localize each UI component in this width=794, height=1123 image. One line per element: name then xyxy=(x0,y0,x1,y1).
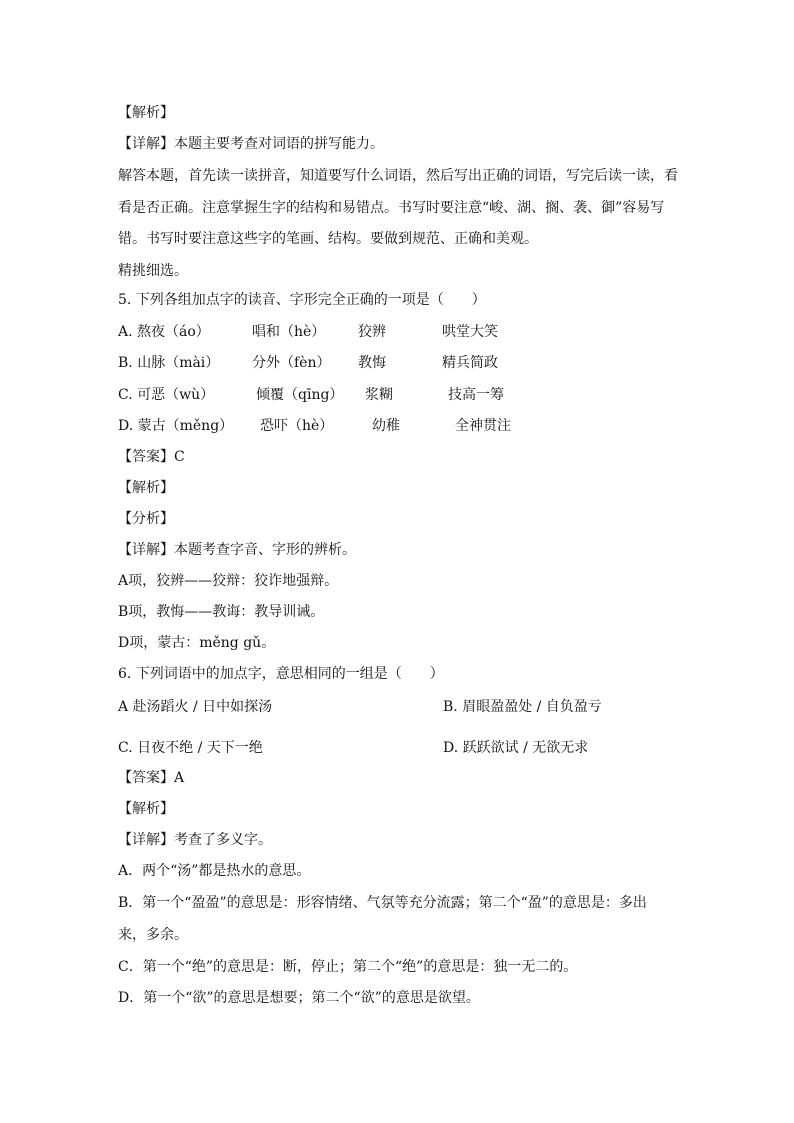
q5-answer: 【答案】C xyxy=(118,449,185,465)
section-heading-analysis: 【解析】 xyxy=(118,105,174,121)
detail-line: B．第一个“盈盈”的意思是：形容情绪、气氛等充分流露；第二个“盈”的意思是：多出 xyxy=(118,895,647,911)
detail-line: 【详解】本题考查字音、字形的辨析。 xyxy=(118,542,356,558)
question-6-title: 6. 下列词语中的加点字，意思相同的一组是（ ） xyxy=(118,666,444,682)
detail-line: 【详解】考查了多义字。 xyxy=(118,832,272,848)
document-page: 【解析】 【详解】本题主要考查对词语的拼写能力。 解答本题，首先读一读拼音，知道要写什么词语，然后写出正确的词语，写完后读一读，看 看是否正确。注意掌握生字的结构和易错点。书写时要注意“峻、湖、搁、袭、御”容易写 错。书写时要注意这些字的笔画、结构。要做到规范、正确和美观。 精挑细选。 5. 下列各组加点字的读音、字形完全正确的一项是（ ） A. 熬夜（áo） 唱和（hè） 狡辨 哄堂大笑 B. 山脉（mài） 分外（fèn） 教悔 精兵简政 C. 可恶（wù） 倾覆（qīng） 浆糊 技高一筹 D. 蒙古（měng） 恐吓（hè） 幼稚 全神贯注 【答案】C 【解析】 【分析】 【详解】本题考查字音、字形的辨析。 A项，狡辨——狡辩：狡诈地强辩。 B项，教悔——教诲：教导训诫。 D项，蒙古：měng gǔ。 6. 下列词语中的加点字，意思相同的一组是（ ） A 赴汤蹈火 / 日中如探汤 B. 眉眼盈盈处 / 自负盈亏 C. 日夜不绝 / 天下一绝 D. 跃跃欲试 / 无欲无求 【答案】A 【解析】 【详解】考查了多义字。 A．两个“汤”都是热水的意思。 B．第一个“盈盈”的意思是：形容情绪、气氛等充分流露；第二个“盈”的意思是：多出 来，多余。 C．第一个“绝”的意思是：断，停止；第二个“绝”的意思是：独一无二的。 D．第一个“欲”的意思是想要；第二个“欲”的意思是欲望。 xyxy=(118,105,678,1006)
question-5-title: 5. 下列各组加点字的读音、字形完全正确的一项是（ ） xyxy=(118,292,486,308)
paragraph-line: 精挑细选。 xyxy=(118,263,188,279)
q6-option-c: C. 日夜不绝 / 天下一绝 xyxy=(118,740,263,756)
detail-line: D．第一个“欲”的意思是想要；第二个“欲”的意思是欲望。 xyxy=(118,990,480,1006)
detail-line: D项，蒙古：měng gǔ。 xyxy=(118,635,276,651)
detail-line: A．两个“汤”都是热水的意思。 xyxy=(118,863,311,879)
q6-option-d: D. 跃跃欲试 / 无欲无求 xyxy=(443,740,589,756)
detail-line: C．第一个“绝”的意思是：断，停止；第二个“绝”的意思是：独一无二的。 xyxy=(118,959,578,975)
detail-line: 【详解】本题主要考查对词语的拼写能力。 xyxy=(118,136,384,152)
detail-line: B项，教悔——教诲：教导训诫。 xyxy=(118,604,325,620)
q6-answer: 【答案】A xyxy=(118,770,185,786)
section-heading-analysis: 【解析】 xyxy=(118,801,174,817)
paragraph-line: 错。书写时要注意这些字的笔画、结构。要做到规范、正确和美观。 xyxy=(118,231,538,247)
section-heading-analysis: 【解析】 xyxy=(118,480,174,496)
q6-option-b: B. 眉眼盈盈处 / 自负盈亏 xyxy=(443,699,602,715)
detail-line: A项，狡辨——狡辩：狡诈地强辩。 xyxy=(118,573,339,589)
q6-option-a: A 赴汤蹈火 / 日中如探汤 xyxy=(118,699,273,715)
paragraph-line: 解答本题，首先读一读拼音，知道要写什么词语，然后写出正确的词语，写完后读一读，看 xyxy=(118,168,678,184)
section-heading-breakdown: 【分析】 xyxy=(118,511,174,527)
paragraph-line: 看是否正确。注意掌握生字的结构和易错点。书写时要注意“峻、湖、搁、袭、御”容易写 xyxy=(118,200,665,216)
detail-line: 来，多余。 xyxy=(118,927,188,943)
